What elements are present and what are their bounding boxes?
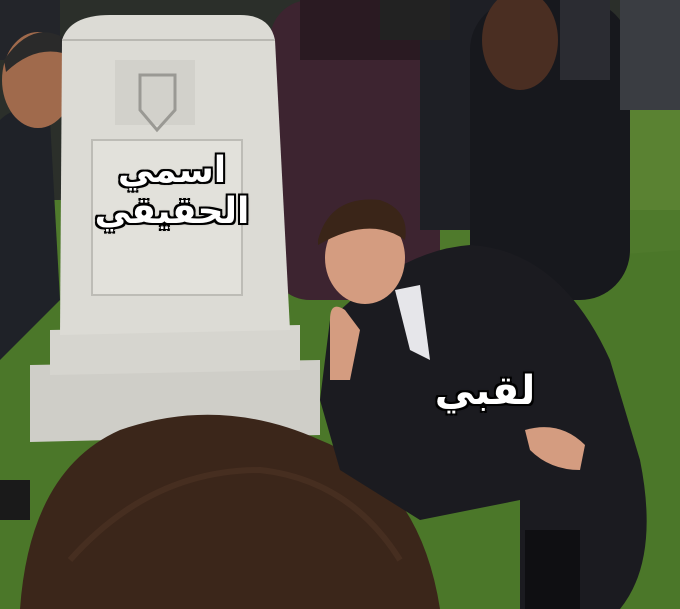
gravestone-caption [92,150,252,233]
person-caption: لقبي [434,368,536,414]
gravestone-caption-line2: الحقيقي [94,191,250,233]
gravestone-caption-line1: اسمي [117,150,227,191]
